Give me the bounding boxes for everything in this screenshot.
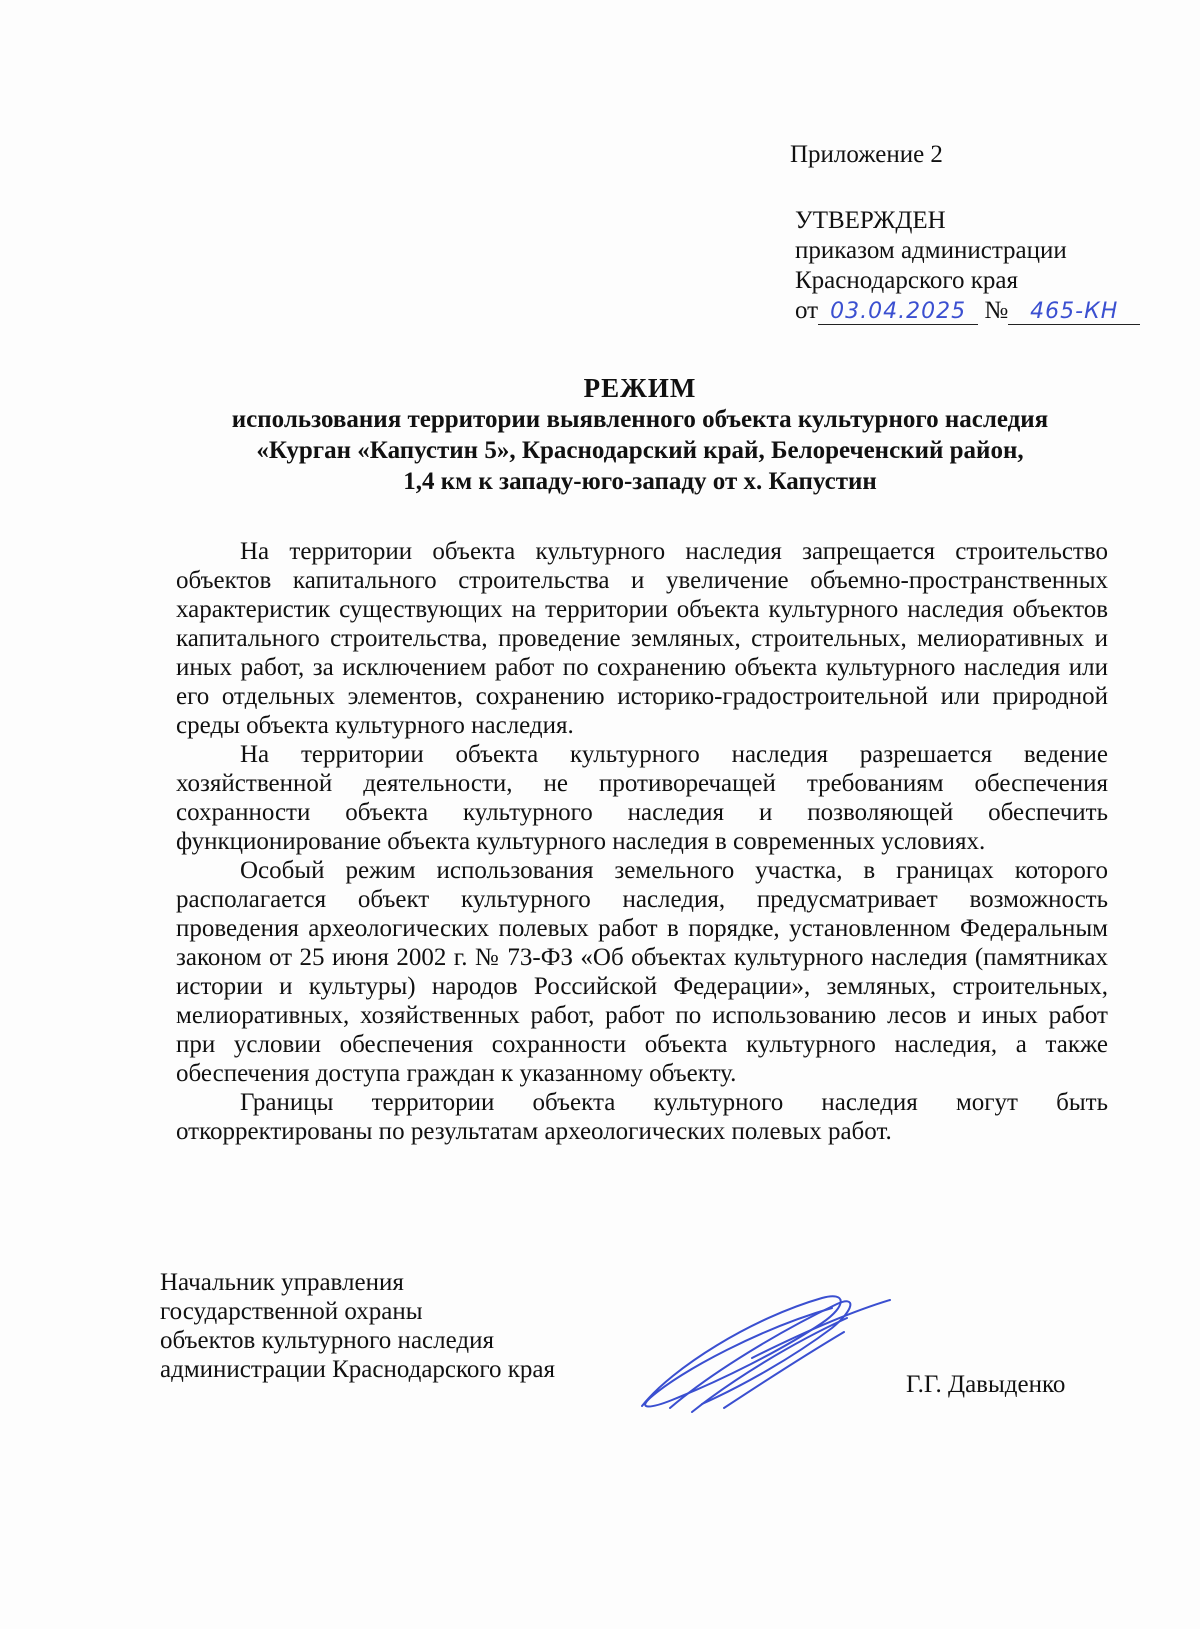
paragraph-prohibitions: На территории объекта культурного наследия запрещается строительство объектов капитального строительства и увеличение объемно-пространственных характеристик существующих на территории объекта культурного наследия объектов капитального строительства, проведение земляных, строительных, мелиоративных и иных работ, за исключением работ по сохранению объекта культурного наследия или его отдельных элементов, сохранению историко-градостроительной или природной среды объекта культурного наследия. — [176, 538, 1108, 739]
approval-stamp — [795, 206, 1140, 326]
approved-by-line-2: Краснодарского края — [795, 267, 1018, 294]
order-number-handwritten: 465-КН — [1008, 300, 1140, 325]
order-date-number-line — [795, 296, 1140, 326]
signatory-name: Г.Г. Давыденко — [906, 1371, 1066, 1398]
document-heading — [160, 372, 1120, 497]
document-subtitle-line-1: использования территории выявленного объекта культурного наследия — [231, 406, 1049, 433]
signatory-position — [160, 1268, 555, 1384]
paragraph-boundaries: Границы территории объекта культурного наследия могут быть откорректированы по результатам археологических полевых работ. — [176, 1089, 1108, 1145]
paragraph-special-regime: Особый режим использования земельного участка, в границах которого располагается объект культурного наследия, предусматривает возможность проведения археологических полевых работ в порядке, установленном Федеральным законом от 25 июня 2002 г. № 73-ФЗ «Об объектах культурного наследия (памятниках истории и культуры) народов Российской Федерации», земляных, строительных, мелиоративных, хозяйственных работ, работ по использованию лесов и иных работ при условии обеспечения сохранности объекта культурного наследия, а также обеспечения доступа граждан к указанному объекту. — [176, 857, 1108, 1087]
paragraph-permitted-activity: На территории объекта культурного наследия разрешается ведение хозяйственной деятельности, не противоречащей требованиям обеспечения сохранности объекта культурного наследия и позволяющей обеспечить функционирование объекта культурного наследия в современных условиях. — [176, 741, 1108, 855]
position-line-4: администрации Краснодарского края — [160, 1356, 556, 1383]
appendix-label: Приложение 2 — [790, 141, 943, 168]
position-line-2: государственной охраны — [160, 1298, 423, 1325]
position-line-3: объектов культурного наследия — [160, 1327, 494, 1354]
document-body — [176, 537, 1108, 1146]
order-date-handwritten: 03.04.2025 — [818, 300, 978, 325]
approved-by-line-1: приказом администрации — [795, 237, 1067, 264]
document-title: РЕЖИМ — [583, 373, 697, 403]
number-prefix: № — [984, 297, 1009, 324]
approved-label: УТВЕРЖДЕН — [795, 207, 946, 234]
position-line-1: Начальник управления — [160, 1269, 404, 1296]
document-subtitle-line-3: 1,4 км к западу-юго-западу от х. Капустин — [403, 468, 877, 495]
document-subtitle-line-2: «Курган «Капустин 5», Краснодарский край, Белореченский район, — [256, 437, 1024, 464]
date-prefix: от — [795, 297, 819, 324]
handwritten-signature — [632, 1288, 892, 1418]
